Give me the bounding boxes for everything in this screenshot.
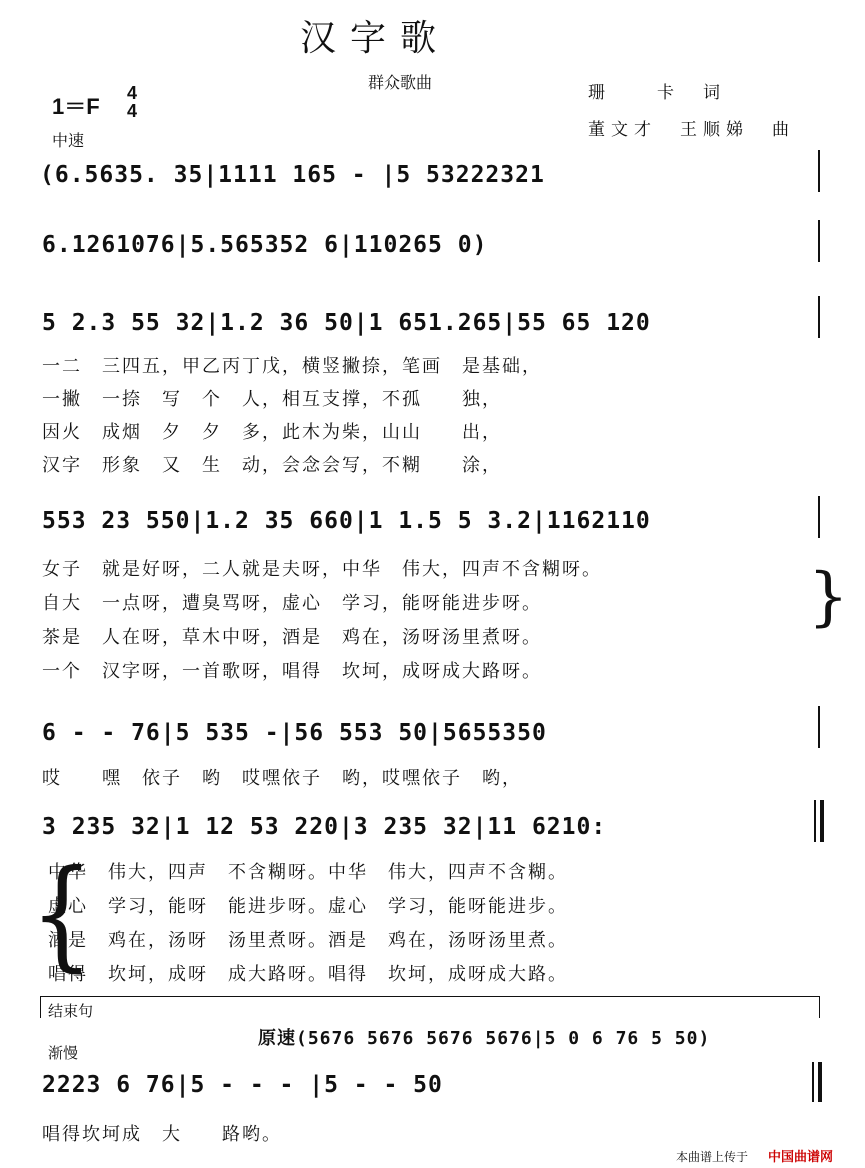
barline: [818, 220, 820, 262]
ending-lyric-1: 中华 伟大，四声 不含糊呀。中华 伟大，四声不含糊。: [48, 862, 568, 883]
tempo-marking: 中速: [52, 131, 85, 150]
genre-label: 群众歌曲: [368, 73, 433, 92]
ending-lyric-2: 虚心 学习，能呀 能进步呀。虚心 学习，能呀能进步。: [48, 896, 568, 917]
ending-lyric-4: 唱得 坎坷，成呀 成大路呀。唱得 坎坷，成呀成大路。: [48, 964, 568, 985]
time-signature: [124, 84, 140, 120]
chorus-notes: 553 23 550|1.2 35 660|1 1.5 5 3.2|1162110: [42, 508, 651, 534]
lyricist-credit: 珊 卡 词: [588, 83, 726, 103]
refrain-lyric: 哎 嘿 依子 哟 哎嘿依子 哟，哎嘿依子 哟，: [42, 768, 522, 789]
coda-bracket-line: [40, 996, 820, 997]
repeat-barline: [820, 800, 824, 842]
time-denominator: 4: [126, 101, 137, 121]
intro-line-1: (6.5635. 35|1111 165 - |5 53222321: [40, 162, 545, 188]
barline: [818, 296, 820, 338]
ending-brace: {: [30, 843, 94, 984]
coda-section-label: 结束句: [48, 1002, 94, 1020]
verse-lyric-4: 汉字 形象 又 生 动，会念会写，不糊 涂，: [42, 455, 502, 476]
upload-note: 本曲谱上传于: [676, 1150, 749, 1164]
chorus-lyric-3: 茶是 人在呀，草木中呀，酒是 鸡在，汤呀汤里煮呀。: [42, 627, 542, 648]
ritardando-label: 渐慢: [48, 1044, 79, 1062]
verse-lyric-3: 因火 成烟 夕 夕 多，此木为柴，山山 出，: [42, 422, 502, 443]
coda-notes: 2223 6 76|5 - - - |5 - - 50: [42, 1072, 443, 1098]
refrain-notes: 6 - - 76|5 535 -|56 553 50|5655350: [42, 720, 547, 746]
barline: [812, 1062, 814, 1102]
coda-bracket-left: [40, 996, 41, 1018]
key-signature: 1＝F: [52, 94, 100, 119]
chorus-lyric-1: 女子 就是好呀，二人就是夫呀，中华 伟大，四声不含糊呀。: [42, 559, 602, 580]
repeat-brace: }: [808, 560, 849, 634]
final-barline: [818, 1062, 822, 1102]
intro-line-2: 6.1261076|5.565352 6|110265 0): [42, 232, 488, 258]
verse-notes-1: 5 2.3 55 32|1.2 36 50|1 651.265|55 65 120: [42, 310, 651, 336]
composer-credit: 董文才 王顺娣 曲: [588, 120, 795, 140]
page-title: 汉字歌: [300, 18, 451, 59]
site-logo: 中国曲谱网: [768, 1150, 834, 1165]
chorus-lyric-4: 一个 汉字呀，一首歌呀，唱得 坎坷，成呀成大路呀。: [42, 661, 542, 682]
time-numerator: 4: [126, 83, 137, 103]
ending-notes: 3 235 32|1 12 53 220|3 235 32|11 6210:: [42, 814, 607, 840]
coda-bracket-right: [819, 996, 820, 1018]
barline: [818, 150, 820, 192]
verse-lyric-2: 一撇 一捺 写 个 人，相互支撑，不孤 独，: [42, 389, 502, 410]
verse-lyric-1: 一二 三四五，甲乙丙丁戊，横竖撇捺，笔画 是基础，: [42, 356, 542, 377]
coda-tempo-line: 原速(5676 5676 5676 5676|5 0 6 76 5 50): [258, 1028, 711, 1049]
barline: [818, 706, 820, 748]
ending-lyric-3: 酒是 鸡在，汤呀 汤里煮呀。酒是 鸡在，汤呀汤里煮。: [48, 930, 568, 951]
chorus-lyric-2: 自大 一点呀，遭臭骂呀，虚心 学习，能呀能进步呀。: [42, 593, 542, 614]
barline: [818, 496, 820, 538]
barline: [814, 800, 816, 842]
coda-lyric: 唱得坎坷成 大 路哟。: [42, 1124, 282, 1145]
